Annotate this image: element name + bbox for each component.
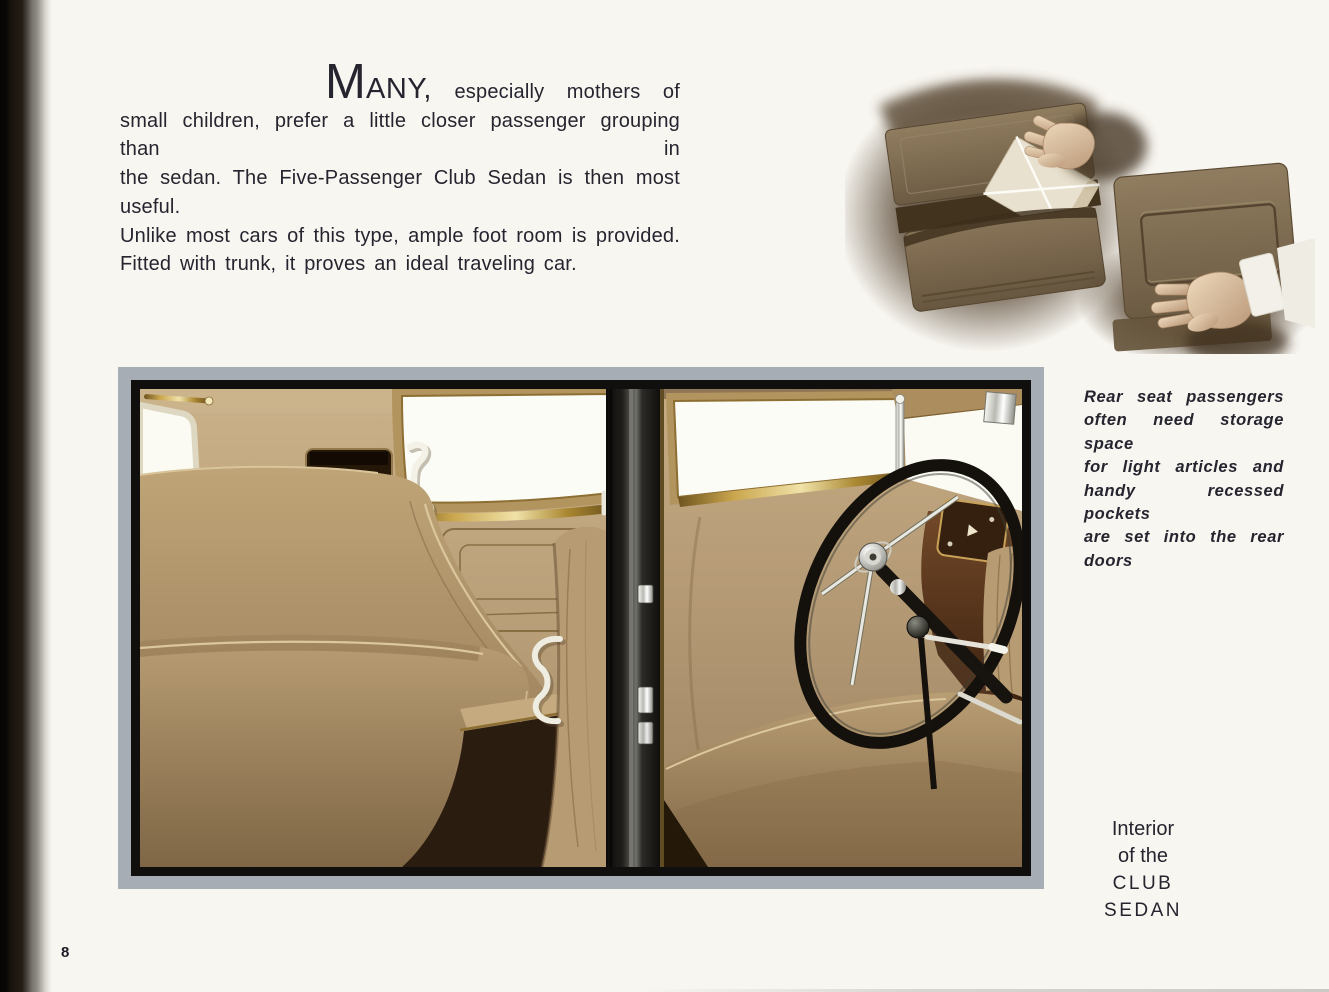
photo-frame-black-mat: [131, 380, 1031, 876]
photo-caption-line-1: Interior: [1111, 818, 1175, 840]
side-note-line-1: Rear seat passengers: [1084, 388, 1284, 406]
rear-view-mirror: [984, 392, 1017, 425]
intro-line-5: Fitted with trunk, it proves an ideal traveling car.: [120, 253, 577, 276]
club-sedan-interior-illustration: [140, 389, 1022, 867]
page-number: 8: [61, 944, 70, 961]
center-pillar: [606, 389, 664, 867]
intro-paragraph: [120, 55, 681, 279]
side-note: [1084, 386, 1284, 573]
photo-caption-line-3: CLUB SEDAN: [1104, 873, 1182, 921]
intro-line-3: the sedan. The Five-Passenger Club Sedan is then most useful.: [120, 167, 680, 218]
dropcap-letter: M: [325, 55, 367, 109]
book-binding-edge: [0, 0, 52, 992]
lead-capitals: ANY,: [366, 73, 432, 105]
photo-caption-line-2: of the: [1117, 845, 1169, 867]
side-note-line-5: are set into the rear doors: [1084, 528, 1284, 570]
photo-frame: [118, 367, 1044, 889]
rear-compartment: [140, 389, 610, 867]
photo-caption: [1070, 816, 1216, 924]
intro-line-1-text: especially mothers of: [454, 81, 681, 103]
side-note-line-2: often need storage space: [1084, 411, 1284, 453]
door-pocket-vignettes: [845, 62, 1315, 354]
front-compartment: [662, 389, 1022, 867]
intro-line-4: Unlike most cars of this type, ample foot room is provided.: [120, 224, 680, 247]
door-latch: [638, 585, 653, 603]
side-note-line-4: handy recessed pockets: [1084, 481, 1284, 524]
intro-line-2: small children, prefer a little closer passenger grouping than in: [120, 109, 680, 161]
intro-line-1: [325, 55, 681, 109]
side-note-line-3: for light articles and: [1084, 458, 1284, 477]
